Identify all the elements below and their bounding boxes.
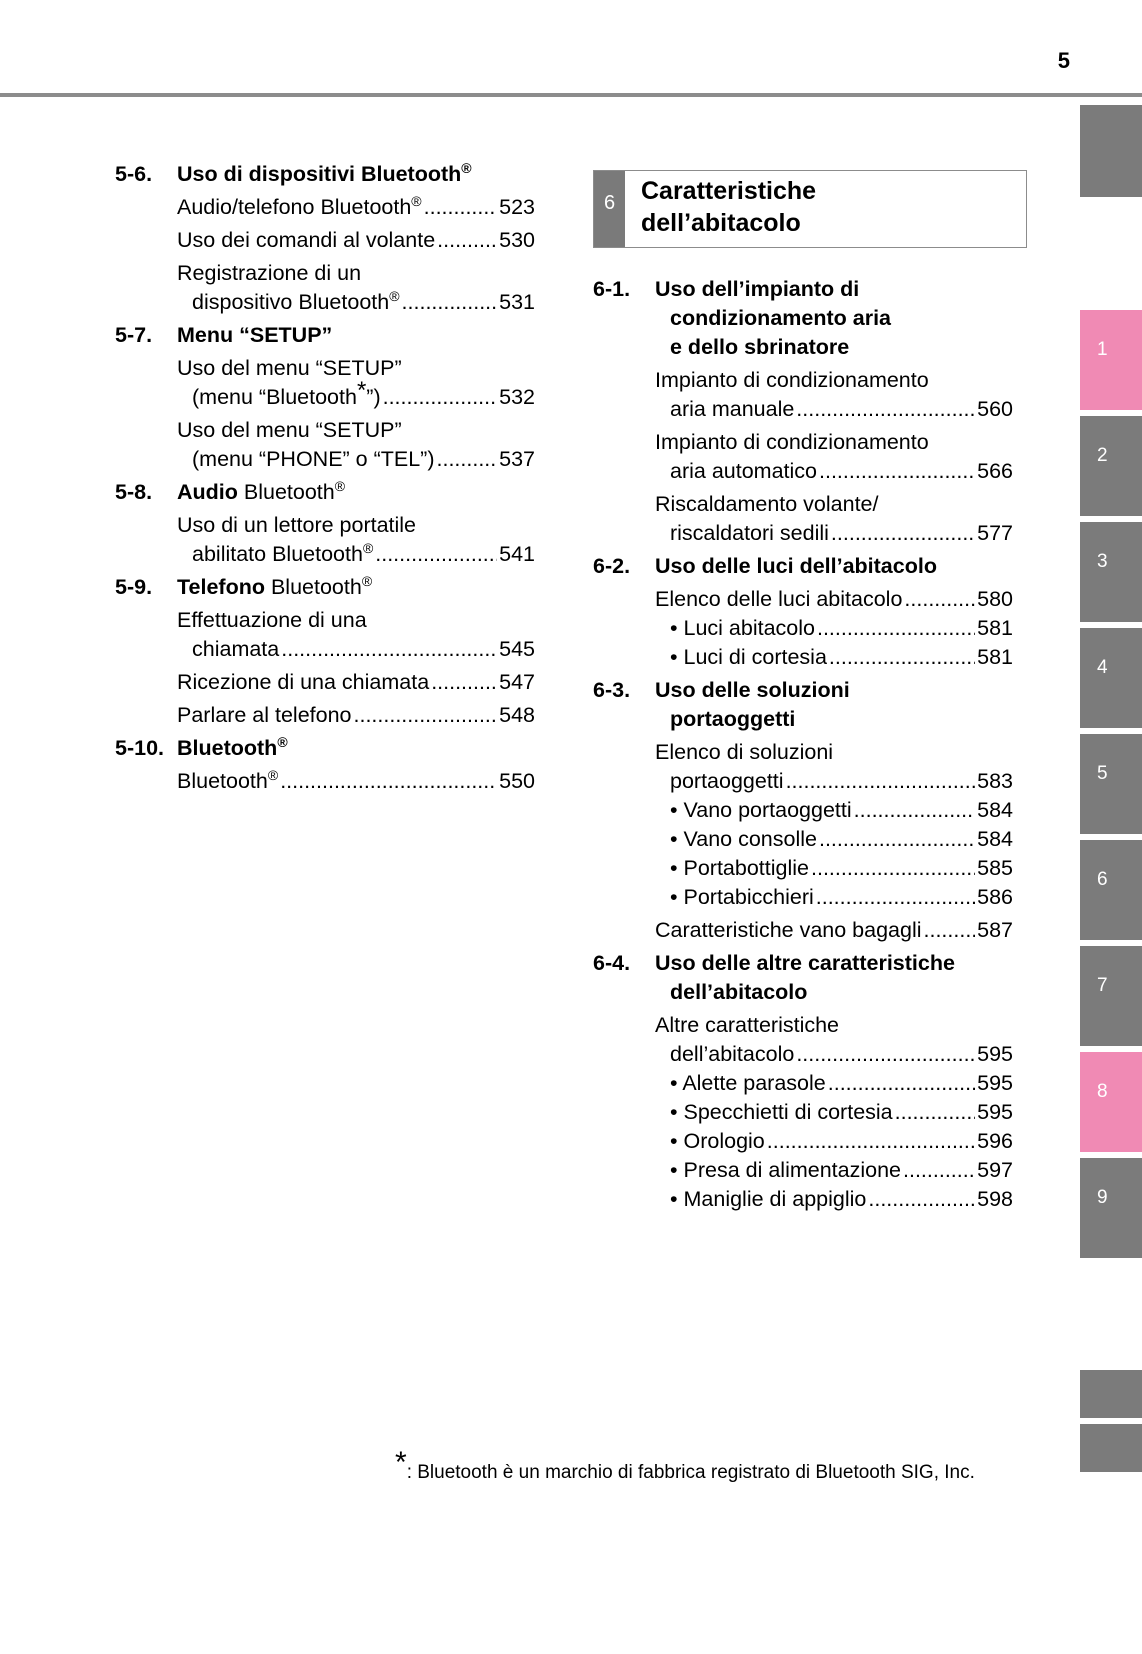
entry-text: Audio/telefono Bluetooth (177, 195, 412, 219)
registered-mark: ® (361, 573, 373, 589)
entry-text: chiamata (192, 637, 280, 661)
toc-entry[interactable] (655, 585, 1013, 614)
entry-page: 566 (977, 459, 1013, 483)
entry-text: abilitato Bluetooth (192, 542, 363, 566)
section-title: Menu “SETUP” (177, 323, 333, 347)
entry-page: 597 (977, 1158, 1013, 1182)
section-title: Uso dell’impianto di (655, 277, 860, 301)
side-tab-3[interactable]: 3 (1080, 522, 1142, 622)
section-5-7[interactable] (115, 321, 535, 350)
toc-bullet-entry[interactable] (655, 854, 1013, 883)
entry-page: 523 (499, 195, 535, 219)
toc-entry[interactable] (177, 259, 535, 317)
section-number: 5-7. (115, 323, 153, 347)
chapter-heading-box (593, 170, 1027, 248)
entry-page: 595 (977, 1042, 1013, 1066)
side-tab-index-b[interactable] (1080, 1424, 1142, 1472)
toc-entry[interactable] (177, 668, 535, 697)
toc-entry[interactable] (655, 490, 1013, 548)
entry-text: portaoggetti (670, 769, 784, 793)
page-number: 5 (1057, 48, 1070, 73)
section-5-8[interactable] (115, 478, 535, 507)
entry-page: 581 (977, 616, 1013, 640)
registered-mark: ® (389, 288, 400, 304)
registered-mark: ® (461, 160, 472, 176)
entry-text: Parlare al telefono (177, 703, 352, 727)
section-title-cont: condizionamento aria (670, 306, 892, 330)
entry-page: 550 (499, 769, 535, 793)
entry-text: • Alette parasole (670, 1071, 826, 1095)
section-5-10[interactable] (115, 734, 535, 763)
entry-page: 530 (499, 228, 535, 252)
section-5-6[interactable] (115, 160, 535, 189)
toc-left-column (115, 160, 535, 796)
entry-text-line1: Altre caratteristiche (655, 1013, 840, 1037)
entry-page: 547 (499, 670, 535, 694)
entry-page: 581 (977, 645, 1013, 669)
toc-entry[interactable] (177, 767, 535, 796)
entry-text: • Luci abitacolo (670, 616, 815, 640)
section-6-1[interactable] (593, 275, 1013, 362)
entry-page: 577 (977, 521, 1013, 545)
toc-entry[interactable] (655, 738, 1013, 796)
entry-text-line1: Effettuazione di una (177, 608, 367, 632)
toc-entry[interactable] (655, 916, 1013, 945)
entry-text-line1: Registrazione di un (177, 261, 362, 285)
entry-page: 598 (977, 1187, 1013, 1211)
chapter-title-line2: dell’abitacolo (641, 209, 801, 237)
section-number: 6-3. (593, 678, 631, 702)
entry-page: 586 (977, 885, 1013, 909)
section-6-4[interactable] (593, 949, 1013, 1007)
side-tab-5[interactable]: 5 (1080, 734, 1142, 834)
toc-bullet-entry[interactable] (655, 614, 1013, 643)
toc-entry[interactable] (177, 226, 535, 255)
section-number: 5-8. (115, 480, 153, 504)
section-title: Telefono (177, 575, 265, 599)
section-title: Uso di dispositivi Bluetooth (177, 162, 462, 186)
entry-text: • Specchietti di cortesia (670, 1100, 893, 1124)
registered-mark: ® (267, 767, 279, 783)
entry-text-line1: Riscaldamento volante/ (655, 492, 879, 516)
entry-page: 585 (977, 856, 1013, 880)
toc-bullet-entry[interactable] (655, 796, 1013, 825)
entry-text: dispositivo Bluetooth (192, 290, 390, 314)
entry-text: • Vano portaoggetti (670, 798, 852, 822)
entry-page: 545 (499, 637, 535, 661)
entry-page: 595 (977, 1100, 1013, 1124)
entry-text: riscaldatori sedili (670, 521, 829, 545)
entry-text: • Maniglie di appiglio (670, 1187, 867, 1211)
asterisk-mark: * (356, 377, 367, 404)
side-tab-7[interactable]: 7 (1080, 946, 1142, 1046)
entry-text-line1: Impianto di condizionamento (655, 430, 929, 454)
entry-text-line1: Uso del menu “SETUP” (177, 356, 402, 380)
toc-bullet-entry[interactable] (655, 1069, 1013, 1098)
side-tab-4[interactable]: 4 (1080, 628, 1142, 728)
entry-text: dell’abitacolo (670, 1042, 795, 1066)
toc-bullet-entry[interactable] (655, 883, 1013, 912)
chapter-title (641, 175, 816, 239)
entry-page: 560 (977, 397, 1013, 421)
entry-text: Elenco delle luci abitacolo (655, 587, 903, 611)
side-tab-9[interactable]: 9 (1080, 1158, 1142, 1258)
registered-mark: ® (411, 193, 422, 209)
footnote-asterisk: * (395, 1446, 407, 1479)
entry-text-line1: Uso di un lettore portatile (177, 513, 417, 537)
section-title: Uso delle luci dell’abitacolo (655, 554, 937, 578)
entry-text: ”) (366, 385, 381, 409)
section-title-light: Bluetooth (243, 480, 335, 504)
entry-text-line1: Elenco di soluzioni (655, 740, 834, 764)
entry-text: • Portabicchieri (670, 885, 814, 909)
toc-bullet-entry[interactable] (655, 1185, 1013, 1214)
entry-page: 541 (499, 542, 535, 566)
entry-text: Uso dei comandi al volante (177, 228, 436, 252)
section-number: 6-1. (593, 277, 631, 301)
entry-page: 584 (977, 827, 1013, 851)
entry-text-line1: Impianto di condizionamento (655, 368, 929, 392)
side-tab-index-a[interactable] (1080, 1370, 1142, 1418)
toc-entry[interactable] (177, 193, 535, 222)
section-title: Uso delle altre caratteristiche (655, 951, 955, 975)
registered-mark: ® (277, 734, 288, 750)
footnote-text: : Bluetooth è un marchio di fabbrica registrato di Bluetooth SIG, Inc. (406, 1462, 975, 1483)
section-number: 6-4. (593, 951, 631, 975)
section-title-cont: portaoggetti (670, 707, 796, 731)
section-6-3[interactable] (593, 676, 1013, 734)
entry-text: • Portabottiglie (670, 856, 809, 880)
toc-entry[interactable] (177, 511, 535, 569)
header-rule (0, 93, 1142, 97)
toc-right-column (593, 275, 1013, 1214)
entry-text: Ricezione di una chiamata (177, 670, 430, 694)
section-title-cont: e dello sbrinatore (670, 335, 850, 359)
entry-text: • Presa di alimentazione (670, 1158, 902, 1182)
toc-entry[interactable] (655, 366, 1013, 424)
entry-text: (menu “PHONE” o “TEL”) (192, 447, 435, 471)
toc-entry[interactable] (177, 701, 535, 730)
entry-page: 580 (977, 587, 1013, 611)
footnote (395, 1446, 975, 1484)
chapter-side-tabs (1080, 0, 1142, 1654)
entry-page: 587 (977, 918, 1013, 942)
toc-entry[interactable] (177, 354, 535, 412)
entry-page: 595 (977, 1071, 1013, 1095)
entry-page: 548 (499, 703, 535, 727)
entry-text: Bluetooth (177, 769, 268, 793)
entry-page: 537 (499, 447, 535, 471)
section-5-9[interactable] (115, 573, 535, 602)
section-title-cont: dell’abitacolo (670, 980, 808, 1004)
section-title-light: Bluetooth (270, 575, 362, 599)
toc-bullet-entry[interactable] (655, 1098, 1013, 1127)
toc-entry[interactable] (655, 428, 1013, 486)
entry-text: Caratteristiche vano bagagli (655, 918, 922, 942)
entry-text: • Luci di cortesia (670, 645, 827, 669)
side-tab-6[interactable]: 6 (1080, 840, 1142, 940)
side-tab-1[interactable]: 1 (1080, 310, 1142, 410)
entry-text: (menu “Bluetooth (192, 385, 357, 409)
section-number: 6-2. (593, 554, 631, 578)
chapter-title-line1: Caratteristiche (641, 177, 817, 205)
section-number: 5-10. (115, 736, 165, 760)
section-title: Bluetooth (177, 736, 278, 760)
entry-text: aria automatico (670, 459, 817, 483)
side-tab-8[interactable]: 8 (1080, 1052, 1142, 1152)
toc-entry[interactable] (655, 1011, 1013, 1069)
toc-bullet-entry[interactable] (655, 825, 1013, 854)
section-number: 5-9. (115, 575, 153, 599)
entry-page: 584 (977, 798, 1013, 822)
section-6-2[interactable] (593, 552, 1013, 581)
toc-bullet-entry[interactable] (655, 1127, 1013, 1156)
side-tab-2[interactable]: 2 (1080, 416, 1142, 516)
toc-bullet-entry[interactable] (655, 1156, 1013, 1185)
section-number: 5-6. (115, 162, 153, 186)
entry-page: 532 (499, 385, 535, 409)
entry-text: aria manuale (670, 397, 795, 421)
entry-page: 531 (499, 290, 535, 314)
toc-entry[interactable] (177, 416, 535, 474)
entry-text: • Vano consolle (670, 827, 817, 851)
chapter-tab: 6 (594, 171, 625, 247)
entry-page: 583 (977, 769, 1013, 793)
toc-entry[interactable] (177, 606, 535, 664)
side-tab-blank-top[interactable] (1080, 105, 1142, 197)
entry-text-line1: Uso del menu “SETUP” (177, 418, 402, 442)
entry-text: • Orologio (670, 1129, 765, 1153)
registered-mark: ® (334, 478, 346, 494)
section-title: Audio (177, 480, 238, 504)
registered-mark: ® (362, 540, 374, 556)
toc-bullet-entry[interactable] (655, 643, 1013, 672)
section-title: Uso delle soluzioni (655, 678, 850, 702)
entry-page: 596 (977, 1129, 1013, 1153)
